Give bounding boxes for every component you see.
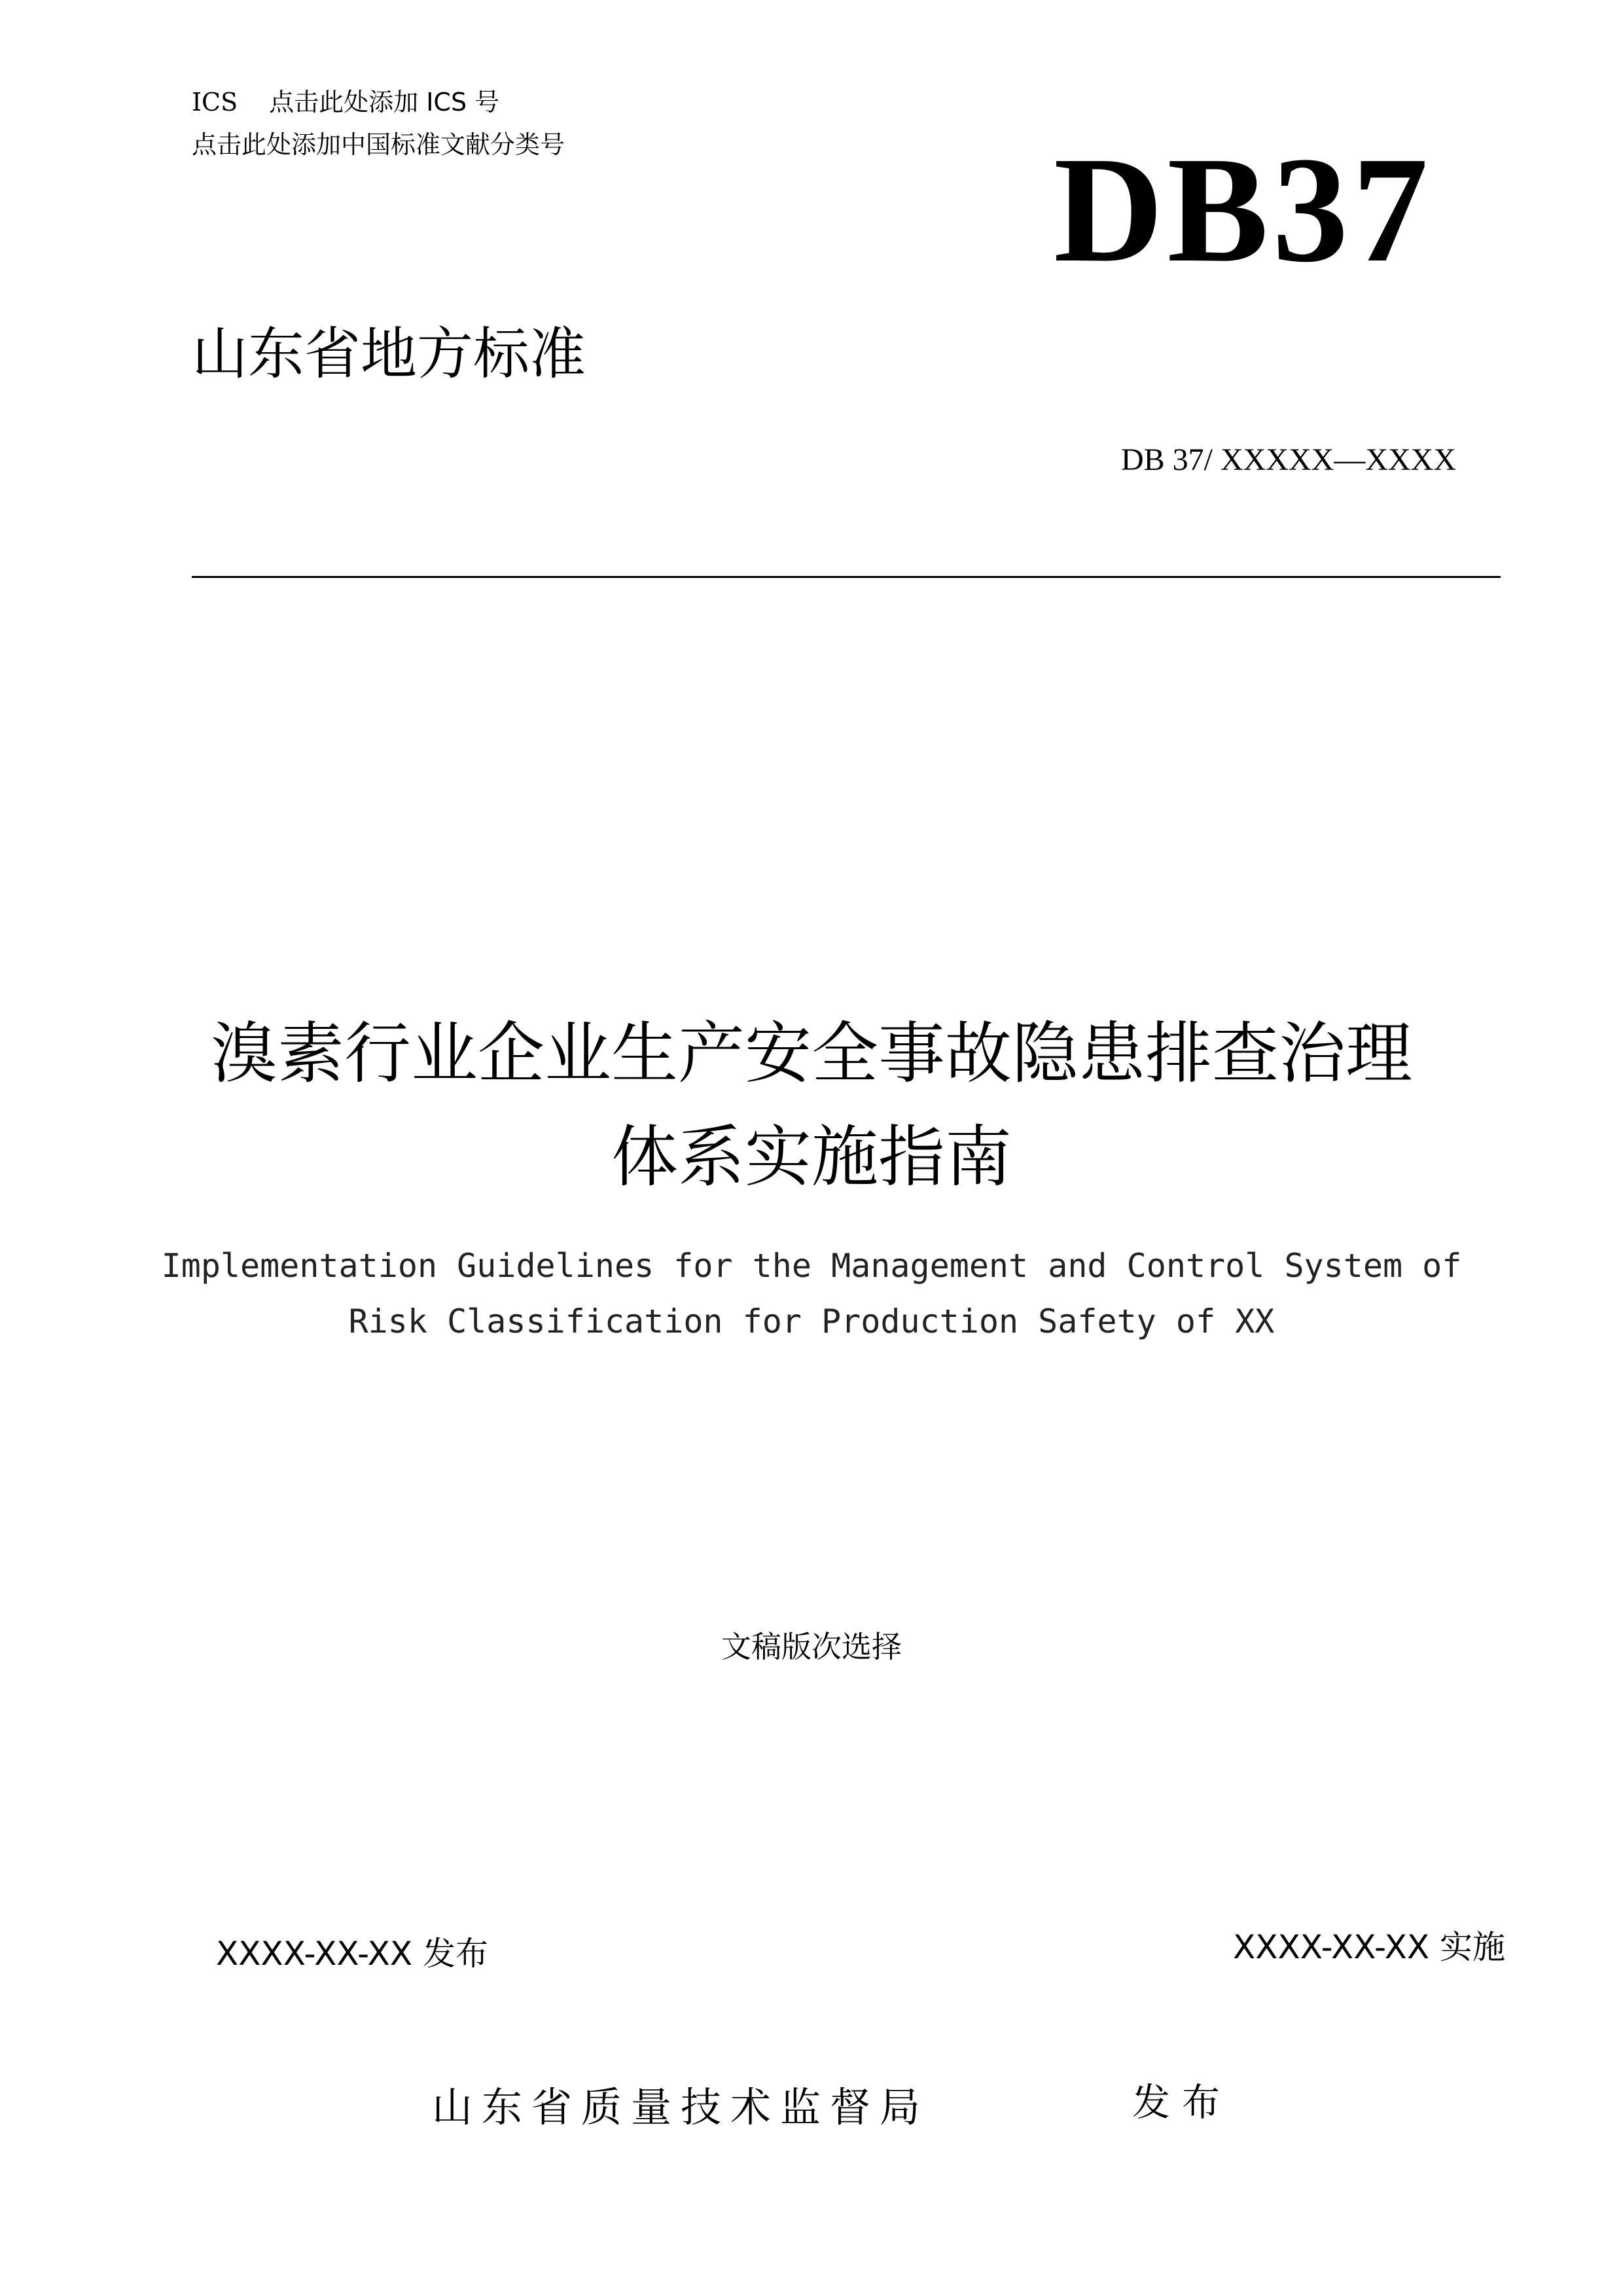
ics-placeholder-field[interactable]: 点击此处添加 ICS 号 (269, 88, 500, 117)
header-divider (192, 576, 1501, 578)
title-chinese-line-2: 体系实施指南 (611, 1119, 1012, 1196)
issuing-authority: 山东省质量技术监督局 (432, 2083, 930, 2131)
ics-label: ICS (192, 88, 238, 117)
title-chinese-line-1: 溴素行业企业生产安全事故隐患排查治理 (211, 1015, 1412, 1093)
standard-type-heading: 山东省地方标准 (192, 321, 586, 387)
issue-date-field[interactable]: XXXX-XX-XX 发布 (216, 1935, 489, 1973)
standard-number: DB 37/ XXXXX—XXXX (1121, 442, 1456, 477)
implementation-date-field[interactable]: XXXX-XX-XX 实施 (1232, 1928, 1505, 1966)
title-english-line-1: Implementation Guidelines for the Management and Control System of (161, 1247, 1462, 1285)
standard-logo: DB37 (1054, 126, 1433, 294)
ics-line (192, 82, 499, 118)
draft-version-selector[interactable]: 文稿版次选择 (721, 1629, 902, 1664)
title-english-line-2: Risk Classification for Production Safety of XX (348, 1302, 1275, 1340)
issue-label: 发布 (1132, 2080, 1232, 2125)
ccs-placeholder-field[interactable]: 点击此处添加中国标准文献分类号 (192, 130, 565, 159)
